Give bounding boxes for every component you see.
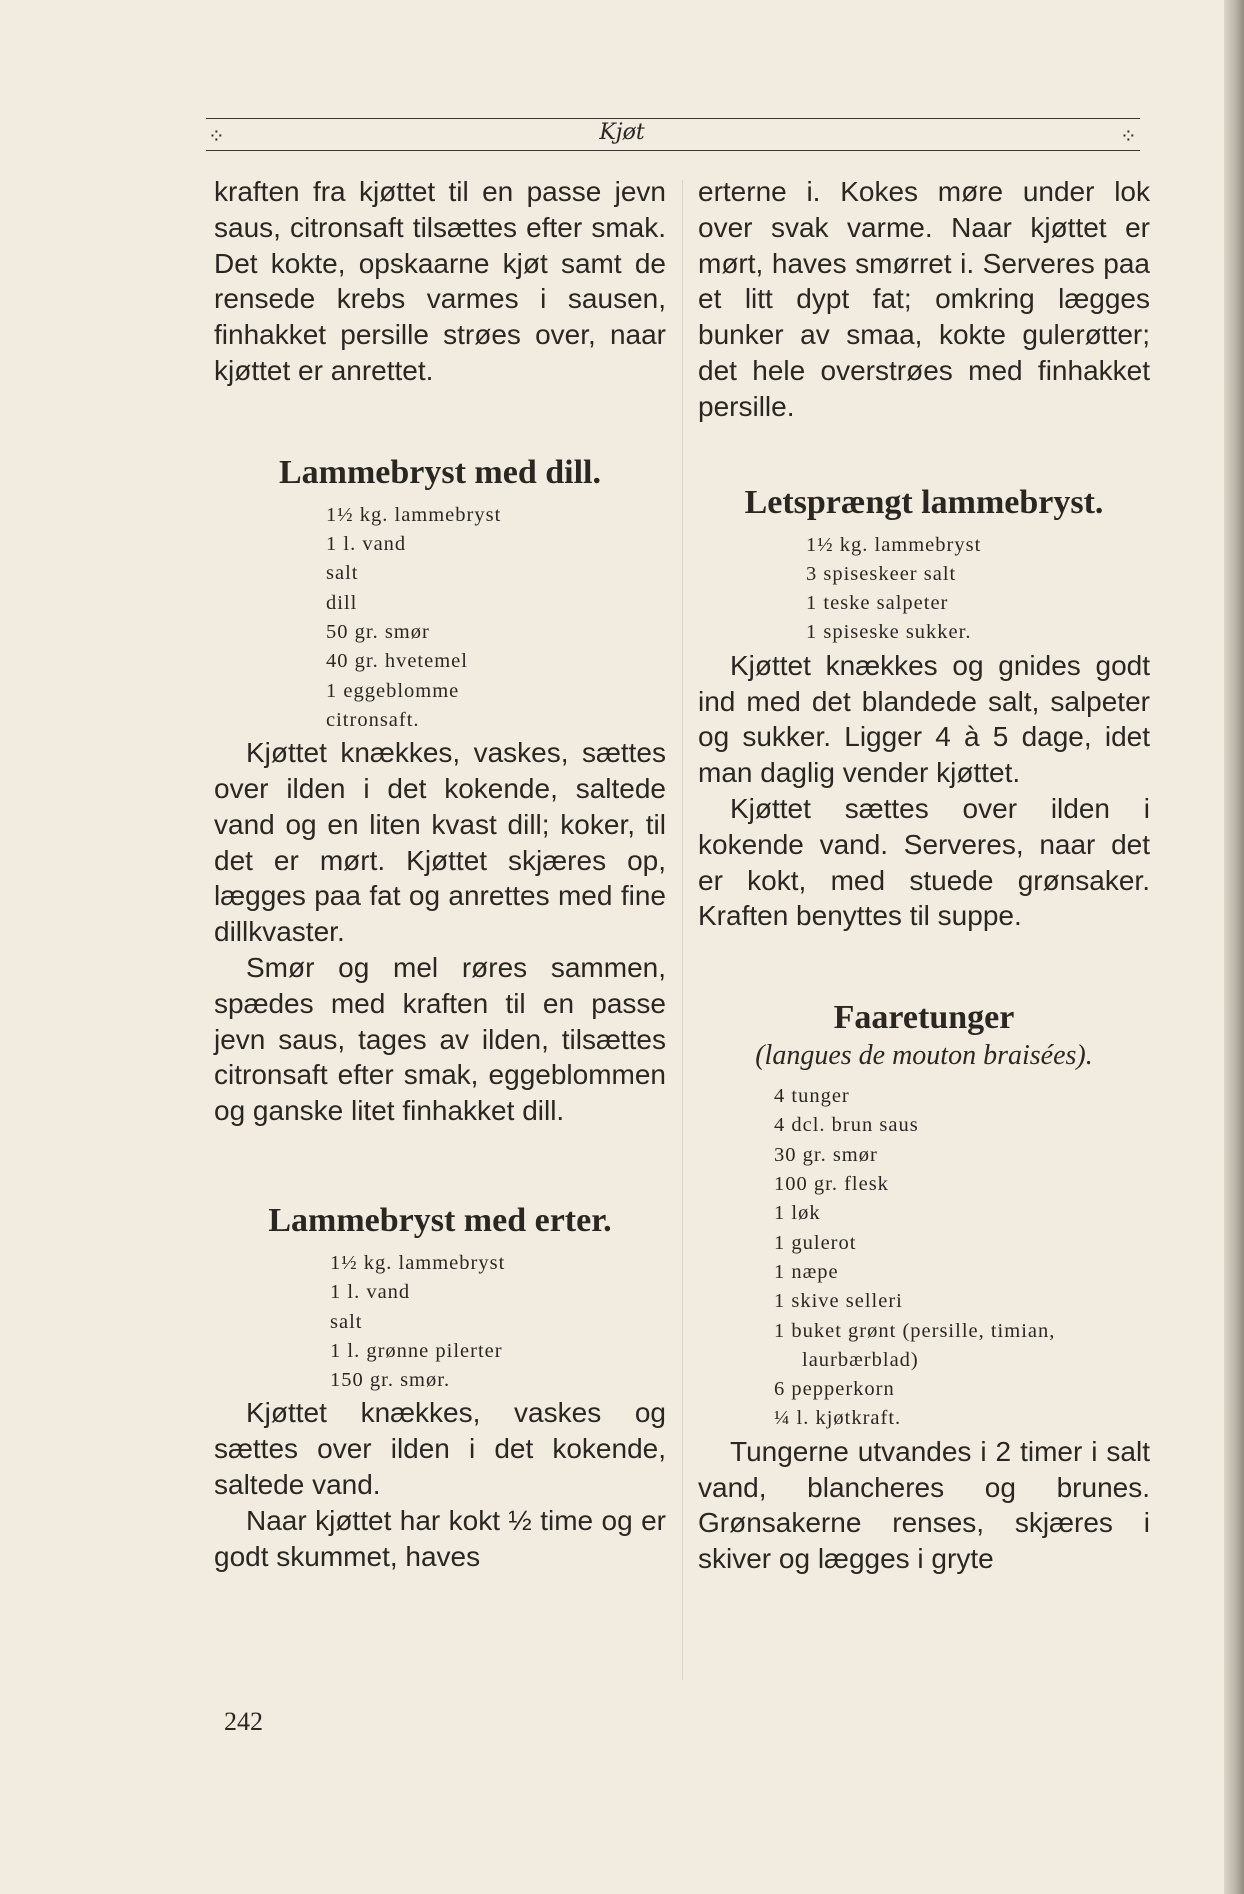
ingredient: 1 gulerot <box>774 1231 857 1254</box>
ingredient: ¼ l. kjøtkraft. <box>774 1407 902 1430</box>
method-paragraph: Kjøttet sættes over ilden i kokende vand. Serveres, naar det er kokt, med stuede grønsaker. Kraften benyttes til suppe. <box>698 792 1150 932</box>
ingredient: 1 skive selleri <box>774 1290 903 1313</box>
ingredient: 1½ kg. lammebryst <box>806 533 982 556</box>
ingredient: salt <box>330 1310 363 1333</box>
ingredient: 4 dcl. brun saus <box>774 1114 919 1137</box>
recipe-title: Lammebryst med erter. <box>268 1201 612 1239</box>
ingredient: 1½ kg. lammebryst <box>326 503 502 526</box>
header-rule-top <box>206 118 1140 119</box>
ingredient-list <box>214 1249 666 1395</box>
book-spine-edge <box>1224 0 1244 1894</box>
ingredient: 150 gr. smør. <box>330 1369 451 1392</box>
method-paragraph: Kjøttet knækkes, vaskes, sættes over ilden i det kokende, saltede vand og en liten kvast dill; koker, til det er mørt. Kjøttet skjæres op, lægges paa fat og anrettes med fine dillkvaster. <box>214 737 666 948</box>
method-paragraph: Kjøttet knækkes og gnides godt ind med det blandede salt, salpeter og sukker. Ligger 4 à 5 dage, idet man daglig vender kjøttet. <box>698 649 1150 789</box>
ingredient-list <box>698 531 1150 648</box>
right-column <box>698 174 1150 1577</box>
continued-paragraph: erterne i. Kokes møre under lok over svak varme. Naar kjøttet er mørt, haves smørret i. Serveres paa et litt dypt fat; omkring lægges bunker av smaa, kokte gulerøtter; det hele overstrøes med finhakket persille. <box>698 176 1150 422</box>
column-divider <box>682 180 683 1680</box>
ingredient-list <box>698 1082 1150 1434</box>
ingredient: 1 buket grønt (persille, timian, <box>774 1319 1056 1342</box>
recipe-title: Lammebryst med dill. <box>278 453 602 491</box>
ingredient: citronsaft. <box>326 708 420 731</box>
ingredient: 1 l. vand <box>330 1281 411 1304</box>
page-number: 242 <box>224 1707 263 1736</box>
method-paragraph: Kjøttet knækkes, vaskes og sættes over ilden i det kokende, saltede vand. <box>214 1397 666 1500</box>
ingredient: 50 gr. smør <box>326 620 430 643</box>
ingredient-list <box>214 501 666 735</box>
method-paragraph: Tungerne utvandes i 2 timer i salt vand, blancheres og brunes. Grønsakerne renses, skjæres i skiver og lægges i gryte <box>698 1435 1150 1575</box>
ingredient: 100 gr. flesk <box>774 1173 889 1196</box>
recipe-title: Faaretunger <box>833 999 1015 1037</box>
method-paragraph: Smør og mel røres sammen, spædes med kraften til en passe jevn saus, tages av ilden, tilsættes citronsaft efter smak, eggeblommen og ganske litet finhakket dill. <box>214 951 666 1127</box>
ingredient: 1 spiseske sukker. <box>806 621 972 644</box>
ingredient: 6 pepperkorn <box>774 1378 895 1401</box>
header-rule-bottom <box>206 150 1140 151</box>
method-paragraph: Naar kjøttet har kokt ½ time og er godt skummet, haves <box>214 1504 666 1572</box>
ingredient: laurbærblad) <box>802 1348 919 1371</box>
left-column <box>214 174 666 1574</box>
recipe-title: Letsprængt lammebryst. <box>744 483 1104 521</box>
ingredient: 1½ kg. lammebryst <box>330 1251 506 1274</box>
ingredient: 1 teske salpeter <box>806 592 949 615</box>
ingredient: 1 næpe <box>774 1260 839 1283</box>
ingredient: 40 gr. hvetemel <box>326 650 468 673</box>
ingredient: 30 gr. smør <box>774 1143 878 1166</box>
ingredient: 3 spiseskeer salt <box>806 562 957 585</box>
ingredient: dill <box>326 591 358 614</box>
ornament-left-icon: ⁘ <box>208 124 225 148</box>
ingredient: 1 l. grønne pilerter <box>330 1339 503 1362</box>
ingredient: salt <box>326 562 359 585</box>
recipe-subtitle: (langues de mouton braisées). <box>755 1040 1093 1072</box>
ingredient: 1 løk <box>774 1202 821 1225</box>
ingredient: 4 tunger <box>774 1085 850 1108</box>
ornament-right-icon: ⁘ <box>1120 124 1137 148</box>
ingredient: 1 eggeblomme <box>326 679 460 702</box>
running-head: Kjøt <box>599 120 645 145</box>
continued-paragraph: kraften fra kjøttet til en passe jevn saus, citronsaft tilsættes efter smak. Det kokte, opskaarne kjøt samt de rensede krebs varmes i sausen, finhakket persille strøes over, naar kjøttet er anrettet. <box>214 176 666 386</box>
ingredient: 1 l. vand <box>326 533 407 556</box>
